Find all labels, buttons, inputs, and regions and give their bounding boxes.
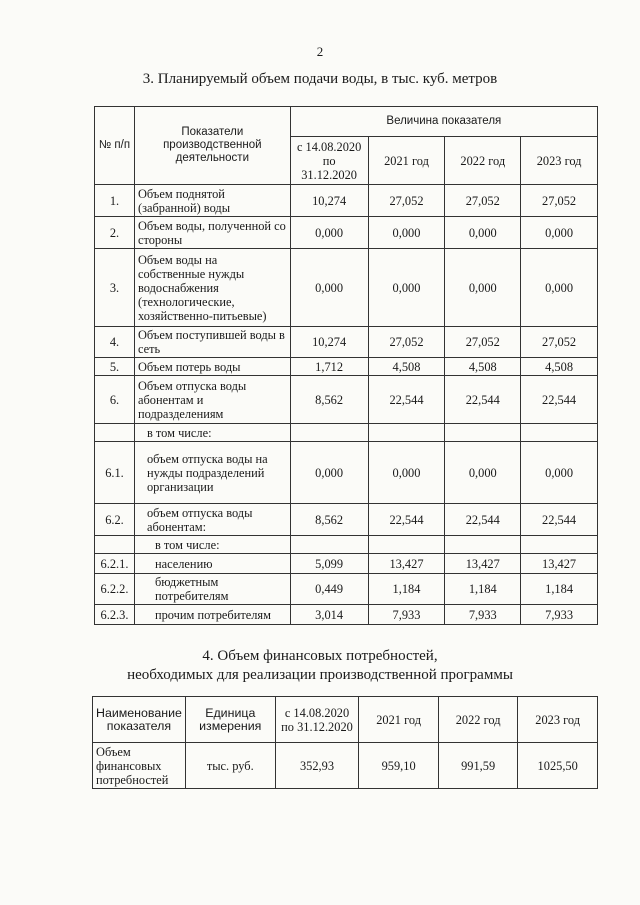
- table-row: [95, 504, 598, 536]
- header-period: 2023 год: [521, 137, 598, 185]
- row-value: 22,544: [368, 376, 445, 424]
- row-value: 1025,50: [518, 743, 598, 789]
- row-value: [445, 424, 521, 442]
- row-name: в том числе:: [134, 536, 290, 554]
- header-value-group: Величина показателя: [290, 107, 597, 137]
- header-period: 2022 год: [438, 697, 518, 743]
- row-value: [445, 536, 521, 554]
- row-value: 7,933: [521, 605, 598, 625]
- table-row: [95, 217, 598, 249]
- table-row: [95, 442, 598, 504]
- header-period: с 14.08.2020 по 31.12.2020: [290, 137, 368, 185]
- header-indicators: Показатели производственной деятельности: [134, 107, 290, 185]
- row-unit: тыс. руб.: [185, 743, 275, 789]
- row-value: 27,052: [368, 327, 445, 358]
- row-value: 10,274: [290, 185, 368, 217]
- header-name: Наименование показателя: [93, 697, 186, 743]
- row-name: Объем потерь воды: [134, 358, 290, 376]
- row-value: 27,052: [445, 185, 521, 217]
- row-value: 0,000: [290, 442, 368, 504]
- row-value: 22,544: [521, 376, 598, 424]
- row-value: 4,508: [445, 358, 521, 376]
- table-row: [95, 185, 598, 217]
- row-value: 1,712: [290, 358, 368, 376]
- row-name: Объем поднятой (забранной) воды: [134, 185, 290, 217]
- table-row: [95, 327, 598, 358]
- row-name: Объем воды, полученной со стороны: [134, 217, 290, 249]
- row-value: 959,10: [359, 743, 439, 789]
- row-value: 22,544: [368, 504, 445, 536]
- page-number: 2: [316, 44, 324, 59]
- row-value: 10,274: [290, 327, 368, 358]
- row-value: 0,000: [445, 217, 521, 249]
- row-name: прочим потребителям: [134, 605, 290, 625]
- header-period: 2022 год: [445, 137, 521, 185]
- row-num: 6.2.1.: [95, 554, 135, 574]
- table-row: [95, 536, 598, 554]
- row-name: бюджетным потребителям: [134, 574, 290, 605]
- row-num: 2.: [95, 217, 135, 249]
- row-value: 8,562: [290, 504, 368, 536]
- row-name: объем отпуска воды на нужды подразделений организации: [134, 442, 290, 504]
- row-value: 0,000: [521, 249, 598, 327]
- table-row: [95, 554, 598, 574]
- row-name: в том числе:: [134, 424, 290, 442]
- row-value: [290, 424, 368, 442]
- row-value: [368, 536, 445, 554]
- row-value: 0,000: [521, 442, 598, 504]
- row-value: 27,052: [521, 327, 598, 358]
- header-unit: Единица измерения: [185, 697, 275, 743]
- row-num: 6.1.: [95, 442, 135, 504]
- row-value: 22,544: [521, 504, 598, 536]
- row-num: 5.: [95, 358, 135, 376]
- row-value: 7,933: [445, 605, 521, 625]
- table-row: [95, 424, 598, 442]
- table-row: [95, 376, 598, 424]
- row-name: объем отпуска воды абонентам:: [134, 504, 290, 536]
- row-num: 6.2.3.: [95, 605, 135, 625]
- row-value: 1,184: [521, 574, 598, 605]
- row-name: Объем отпуска воды абонентам и подразделениям: [134, 376, 290, 424]
- row-num: [95, 424, 135, 442]
- row-value: 7,933: [368, 605, 445, 625]
- row-value: 4,508: [368, 358, 445, 376]
- header-period: 2023 год: [518, 697, 598, 743]
- row-value: 1,184: [445, 574, 521, 605]
- row-value: 5,099: [290, 554, 368, 574]
- row-value: 0,449: [290, 574, 368, 605]
- row-value: 13,427: [521, 554, 598, 574]
- row-value: 22,544: [445, 504, 521, 536]
- row-num: 6.: [95, 376, 135, 424]
- row-value: 13,427: [445, 554, 521, 574]
- row-value: 0,000: [368, 442, 445, 504]
- financial-needs-table: [92, 696, 598, 789]
- table-row: [95, 605, 598, 625]
- row-num: 4.: [95, 327, 135, 358]
- row-value: 0,000: [368, 249, 445, 327]
- row-value: 27,052: [445, 327, 521, 358]
- row-value: 0,000: [368, 217, 445, 249]
- row-num: 1.: [95, 185, 135, 217]
- row-value: 13,427: [368, 554, 445, 574]
- section4-title-line2: необходимых для реализации производственной программы: [127, 667, 513, 683]
- section4-title-line1: 4. Объем финансовых потребностей,: [202, 648, 438, 664]
- table-row: [95, 249, 598, 327]
- table-row: [93, 743, 598, 789]
- row-name: населению: [134, 554, 290, 574]
- row-name: Объем воды на собственные нужды водоснабжения (технологические, хозяйственно-питьевые): [134, 249, 290, 327]
- table-row: [95, 358, 598, 376]
- row-name: Объем поступившей воды в сеть: [134, 327, 290, 358]
- header-period: 2021 год: [368, 137, 445, 185]
- header-period: с 14.08.2020 по 31.12.2020: [275, 697, 359, 743]
- row-value: 8,562: [290, 376, 368, 424]
- row-num: [95, 536, 135, 554]
- section3-title: 3. Планируемый объем подачи воды, в тыс. куб. метров: [142, 71, 498, 87]
- row-value: 3,014: [290, 605, 368, 625]
- row-value: [521, 536, 598, 554]
- row-name: Объем финансовых потребностей: [93, 743, 186, 789]
- row-num: 6.2.: [95, 504, 135, 536]
- row-value: [368, 424, 445, 442]
- row-value: 0,000: [290, 249, 368, 327]
- row-value: [290, 536, 368, 554]
- row-value: [521, 424, 598, 442]
- row-num: 3.: [95, 249, 135, 327]
- row-value: 1,184: [368, 574, 445, 605]
- water-supply-table: [94, 106, 598, 625]
- header-period: 2021 год: [359, 697, 439, 743]
- row-value: 22,544: [445, 376, 521, 424]
- row-value: 4,508: [521, 358, 598, 376]
- row-value: 0,000: [290, 217, 368, 249]
- row-value: 991,59: [438, 743, 518, 789]
- row-value: 27,052: [368, 185, 445, 217]
- row-value: 0,000: [521, 217, 598, 249]
- row-value: 27,052: [521, 185, 598, 217]
- row-value: 352,93: [275, 743, 359, 789]
- table-row: [95, 574, 598, 605]
- header-num: № п/п: [95, 107, 135, 185]
- row-value: 0,000: [445, 249, 521, 327]
- row-num: 6.2.2.: [95, 574, 135, 605]
- row-value: 0,000: [445, 442, 521, 504]
